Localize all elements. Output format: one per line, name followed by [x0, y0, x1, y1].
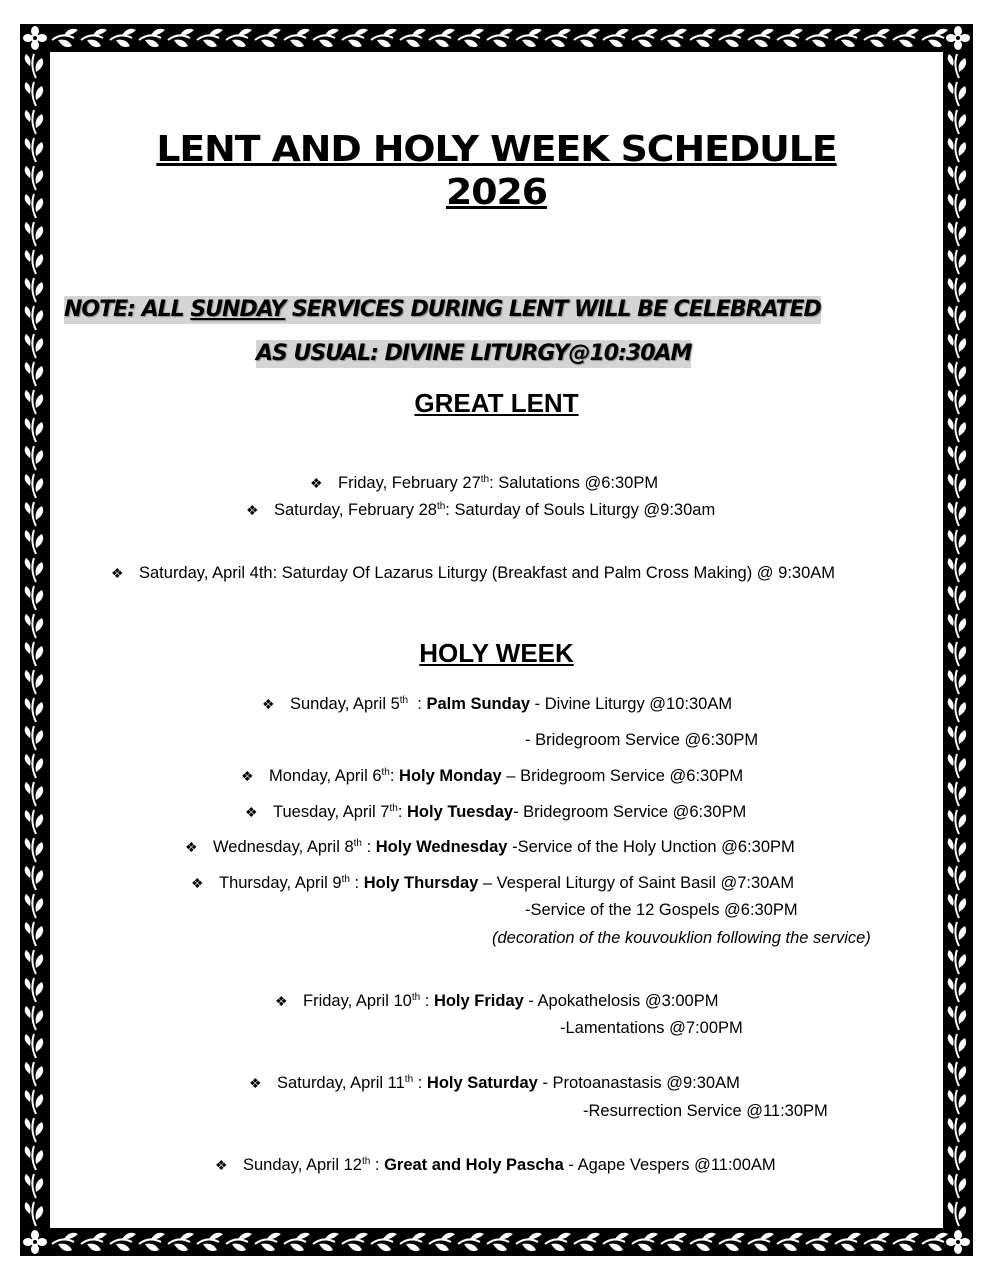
- vine-leaf-icon: [948, 670, 966, 694]
- vine-leaf-icon: [948, 866, 966, 890]
- item-date: Thursday, April 9: [219, 874, 342, 892]
- item-sep: :: [413, 1074, 427, 1092]
- vine-leaf-icon: [110, 29, 136, 47]
- vine-leaf-icon: [719, 1233, 745, 1251]
- list-item-continuation: -Resurrection Service @11:30PM: [583, 1102, 828, 1120]
- item-sep: :: [361, 838, 376, 856]
- item-sep: :: [420, 992, 434, 1010]
- document-page: [50, 52, 943, 1228]
- vine-leaf-icon: [25, 866, 43, 890]
- bullet-icon: ❖: [111, 565, 124, 581]
- vine-leaf-icon: [400, 1233, 426, 1251]
- vine-leaf-icon: [371, 29, 397, 47]
- vine-leaf-icon: [574, 1233, 600, 1251]
- vine-leaf-icon: [948, 894, 966, 918]
- ordinal-suffix: th: [353, 838, 362, 849]
- vine-leaf-icon: [25, 978, 43, 1002]
- vine-leaf-icon: [948, 334, 966, 358]
- page-title-year: 2026: [445, 172, 547, 213]
- item-text: -Service of the Holy Unction @6:30PM: [507, 838, 795, 856]
- vine-leaf-icon: [948, 1006, 966, 1030]
- bullet-icon: ❖: [191, 875, 204, 891]
- vine-leaf-icon: [25, 1062, 43, 1086]
- vine-leaf-icon: [948, 586, 966, 610]
- bullet-icon: ❖: [241, 768, 254, 784]
- vine-leaf-icon: [948, 390, 966, 414]
- vine-leaf-icon: [52, 1233, 78, 1251]
- vine-leaf-icon: [25, 782, 43, 806]
- vine-leaf-icon: [25, 950, 43, 974]
- vine-leaf-icon: [948, 502, 966, 526]
- ordinal-suffix: th: [436, 501, 446, 512]
- vine-leaf-icon: [284, 29, 310, 47]
- vine-leaf-icon: [25, 810, 43, 834]
- vine-leaf-icon: [25, 474, 43, 498]
- flower-icon: [20, 1228, 50, 1256]
- bullet-icon: ❖: [310, 475, 323, 491]
- vine-leaf-icon: [25, 502, 43, 526]
- list-item: [246, 500, 715, 520]
- list-item: [215, 1155, 776, 1175]
- ordinal-suffix: th: [404, 1074, 414, 1085]
- vine-border-bottom: [20, 1228, 973, 1256]
- vine-leaf-icon: [948, 82, 966, 106]
- vine-leaf-icon: [748, 29, 774, 47]
- vine-leaf-icon: [197, 29, 223, 47]
- vine-leaf-icon: [948, 810, 966, 834]
- vine-leaf-icon: [25, 642, 43, 666]
- vine-leaf-icon: [719, 29, 745, 47]
- ordinal-suffix: th: [480, 474, 490, 485]
- vine-leaf-icon: [25, 278, 43, 302]
- vine-leaf-icon: [371, 1233, 397, 1251]
- vine-leaf-icon: [948, 446, 966, 470]
- vine-leaf-icon: [25, 1006, 43, 1030]
- ordinal-suffix: th: [341, 874, 350, 885]
- vine-leaf-icon: [429, 29, 455, 47]
- vine-leaf-icon: [25, 754, 43, 778]
- vine-border-right: [943, 52, 973, 1228]
- list-item: [249, 1073, 740, 1093]
- note-prefix: NOTE: ALL: [64, 297, 191, 322]
- vine-leaf-icon: [25, 1090, 43, 1114]
- item-text: - Protoanastasis @9:30AM: [537, 1074, 740, 1092]
- item-text: - Agape Vespers @11:00AM: [563, 1156, 776, 1174]
- vine-leaf-icon: [25, 838, 43, 862]
- flower-icon: [943, 24, 973, 52]
- vine-border-left: [20, 52, 50, 1228]
- item-sep: :: [370, 1156, 385, 1174]
- vine-leaf-icon: [893, 29, 919, 47]
- ordinal-suffix: th: [389, 803, 398, 814]
- vine-leaf-icon: [545, 29, 571, 47]
- list-item-continuation: -Service of the 12 Gospels @6:30PM: [525, 901, 798, 919]
- list-item: [111, 563, 835, 583]
- item-text: - Divine Liturgy @10:30AM: [530, 695, 733, 713]
- list-item: [262, 694, 732, 714]
- bullet-icon: ❖: [246, 502, 259, 518]
- vine-leaf-icon: [777, 29, 803, 47]
- vine-leaf-icon: [948, 922, 966, 946]
- vine-leaf-icon: [948, 726, 966, 750]
- vine-leaf-icon: [948, 418, 966, 442]
- vine-leaf-icon: [342, 1233, 368, 1251]
- ordinal-suffix: th: [381, 767, 390, 778]
- vine-leaf-icon: [226, 29, 252, 47]
- vine-leaf-icon: [948, 306, 966, 330]
- list-item-continuation: -Lamentations @7:00PM: [560, 1019, 743, 1037]
- vine-leaf-icon: [806, 1233, 832, 1251]
- vine-leaf-icon: [661, 29, 687, 47]
- vine-leaf-icon: [25, 894, 43, 918]
- item-text: – Vesperal Liturgy of Saint Basil @7:30AM: [478, 874, 795, 892]
- list-item: [241, 766, 743, 786]
- vine-leaf-icon: [545, 1233, 571, 1251]
- vine-leaf-icon: [603, 29, 629, 47]
- item-feast: Holy Wednesday: [375, 838, 508, 856]
- vine-leaf-icon: [25, 670, 43, 694]
- item-sep: :: [389, 767, 400, 785]
- vine-leaf-icon: [25, 306, 43, 330]
- vine-leaf-icon: [948, 558, 966, 582]
- vine-leaf-icon: [25, 54, 43, 78]
- vine-leaf-icon: [948, 1034, 966, 1058]
- vine-leaf-icon: [948, 1146, 966, 1170]
- bullet-icon: ❖: [185, 839, 198, 855]
- vine-leaf-icon: [25, 418, 43, 442]
- vine-leaf-icon: [948, 222, 966, 246]
- vine-leaf-icon: [429, 1233, 455, 1251]
- note-banner-line2: AS USUAL: DIVINE LITURGY@10:30AM: [256, 341, 692, 366]
- vine-leaf-icon: [835, 29, 861, 47]
- item-text: - Apokathelosis @3:00PM: [523, 992, 719, 1010]
- vine-leaf-icon: [948, 642, 966, 666]
- item-date: Wednesday, April 8: [213, 838, 354, 856]
- vine-leaf-icon: [948, 362, 966, 386]
- vine-leaf-icon: [487, 29, 513, 47]
- vine-leaf-icon: [948, 474, 966, 498]
- item-sep: :: [349, 874, 364, 892]
- holy-week-heading: HOLY WEEK: [419, 638, 574, 668]
- page-title: LENT AND HOLY WEEK SCHEDULE: [156, 129, 837, 170]
- flower-icon: [943, 1228, 973, 1256]
- vine-leaf-icon: [948, 1118, 966, 1142]
- list-item-continuation: - Bridegroom Service @6:30PM: [525, 731, 759, 749]
- vine-leaf-icon: [632, 29, 658, 47]
- item-date: Friday, February 27: [338, 474, 481, 492]
- item-text: : Salutations @6:30PM: [489, 474, 659, 492]
- vine-leaf-icon: [25, 726, 43, 750]
- item-feast: Holy Monday: [399, 767, 502, 785]
- vine-leaf-icon: [255, 29, 281, 47]
- vine-leaf-icon: [25, 1118, 43, 1142]
- vine-leaf-icon: [284, 1233, 310, 1251]
- item-feast: Holy Thursday: [363, 874, 479, 892]
- vine-leaf-icon: [948, 614, 966, 638]
- flower-icon: [20, 24, 50, 52]
- vine-leaf-icon: [893, 1233, 919, 1251]
- vine-leaf-icon: [25, 614, 43, 638]
- vine-leaf-icon: [458, 29, 484, 47]
- item-date: Monday, April 6: [269, 767, 382, 785]
- vine-leaf-icon: [806, 29, 832, 47]
- vine-leaf-icon: [458, 1233, 484, 1251]
- list-item: [191, 873, 794, 893]
- vine-leaf-icon: [948, 754, 966, 778]
- item-text: – Bridegroom Service @6:30PM: [501, 767, 744, 785]
- vine-leaf-icon: [25, 390, 43, 414]
- item-text: : Saturday Of Lazarus Liturgy (Breakfast and Palm Cross Making) @ 9:30AM: [272, 564, 836, 582]
- note-emphasis: SUNDAY: [190, 297, 286, 322]
- list-item-note: (decoration of the kouvouklion following the service): [492, 929, 871, 947]
- note-suffix: SERVICES DURING LENT WILL BE CELEBRATED: [285, 297, 821, 322]
- item-feast: Holy Tuesday: [407, 803, 514, 821]
- vine-leaf-icon: [948, 782, 966, 806]
- vine-leaf-icon: [313, 29, 339, 47]
- vine-leaf-icon: [690, 1233, 716, 1251]
- vine-leaf-icon: [110, 1233, 136, 1251]
- vine-leaf-icon: [25, 1174, 43, 1198]
- vine-leaf-icon: [25, 558, 43, 582]
- bullet-icon: ❖: [275, 993, 288, 1009]
- vine-leaf-icon: [197, 1233, 223, 1251]
- vine-leaf-icon: [25, 1146, 43, 1170]
- vine-leaf-icon: [25, 334, 43, 358]
- vine-leaf-icon: [948, 278, 966, 302]
- list-item: [310, 473, 658, 493]
- ordinal-suffix: th: [399, 695, 409, 706]
- bullet-icon: ❖: [215, 1157, 228, 1173]
- vine-leaf-icon: [835, 1233, 861, 1251]
- vine-leaf-icon: [864, 29, 890, 47]
- item-text: - Bridegroom Service @6:30PM: [513, 803, 747, 821]
- vine-leaf-icon: [487, 1233, 513, 1251]
- item-date: Sunday, April 5: [290, 695, 400, 713]
- vine-leaf-icon: [948, 698, 966, 722]
- vine-leaf-icon: [948, 1090, 966, 1114]
- item-date: Friday, April 10: [303, 992, 412, 1010]
- vine-leaf-icon: [400, 29, 426, 47]
- bullet-icon: ❖: [245, 804, 258, 820]
- vine-leaf-icon: [574, 29, 600, 47]
- vine-leaf-icon: [25, 222, 43, 246]
- vine-leaf-icon: [948, 978, 966, 1002]
- vine-leaf-icon: [661, 1233, 687, 1251]
- vine-leaf-icon: [139, 1233, 165, 1251]
- vine-leaf-icon: [25, 586, 43, 610]
- vine-leaf-icon: [81, 29, 107, 47]
- item-sep: :: [397, 803, 407, 821]
- vine-leaf-icon: [948, 1174, 966, 1198]
- vine-leaf-icon: [948, 838, 966, 862]
- vine-leaf-icon: [168, 29, 194, 47]
- ordinal-suffix: th: [411, 992, 421, 1003]
- item-sep: :: [408, 695, 427, 713]
- list-item: [275, 991, 718, 1011]
- vine-leaf-icon: [948, 950, 966, 974]
- item-feast: Holy Friday: [433, 992, 524, 1010]
- vine-border-top: [20, 24, 973, 52]
- vine-leaf-icon: [313, 1233, 339, 1251]
- vine-leaf-icon: [948, 250, 966, 274]
- item-date: Saturday, April 11: [277, 1074, 405, 1092]
- vine-leaf-icon: [948, 54, 966, 78]
- vine-leaf-icon: [632, 1233, 658, 1251]
- note-banner-line1: [64, 296, 821, 324]
- ordinal-suffix: th: [361, 1156, 371, 1167]
- list-item: [185, 837, 795, 857]
- vine-leaf-icon: [748, 1233, 774, 1251]
- item-date: Tuesday, April 7: [273, 803, 390, 821]
- item-feast: Palm Sunday: [426, 695, 531, 713]
- vine-leaf-icon: [516, 1233, 542, 1251]
- vine-leaf-icon: [690, 29, 716, 47]
- item-date: Sunday, April 12: [243, 1156, 362, 1174]
- vine-leaf-icon: [948, 1202, 966, 1226]
- vine-leaf-icon: [603, 1233, 629, 1251]
- vine-leaf-icon: [948, 1062, 966, 1086]
- vine-leaf-icon: [52, 29, 78, 47]
- item-text: : Saturday of Souls Liturgy @9:30am: [445, 501, 716, 519]
- vine-leaf-icon: [25, 250, 43, 274]
- vine-leaf-icon: [25, 82, 43, 106]
- vine-leaf-icon: [25, 922, 43, 946]
- vine-leaf-icon: [25, 362, 43, 386]
- vine-leaf-icon: [139, 29, 165, 47]
- bullet-icon: ❖: [262, 696, 275, 712]
- vine-leaf-icon: [25, 1034, 43, 1058]
- vine-leaf-icon: [864, 1233, 890, 1251]
- bullet-icon: ❖: [249, 1075, 262, 1091]
- vine-leaf-icon: [226, 1233, 252, 1251]
- vine-leaf-icon: [516, 29, 542, 47]
- vine-leaf-icon: [25, 1202, 43, 1226]
- item-feast: Great and Holy Pascha: [384, 1156, 564, 1174]
- vine-leaf-icon: [81, 1233, 107, 1251]
- vine-leaf-icon: [25, 446, 43, 470]
- item-date: Saturday, February 28: [274, 501, 437, 519]
- vine-leaf-icon: [948, 530, 966, 554]
- vine-leaf-icon: [777, 1233, 803, 1251]
- vine-leaf-icon: [255, 1233, 281, 1251]
- list-item: [245, 802, 746, 822]
- vine-leaf-icon: [25, 698, 43, 722]
- vine-leaf-icon: [342, 29, 368, 47]
- great-lent-heading: GREAT LENT: [414, 388, 579, 418]
- item-feast: Holy Saturday: [426, 1074, 538, 1092]
- vine-leaf-icon: [168, 1233, 194, 1251]
- vine-leaf-icon: [25, 530, 43, 554]
- item-date: Saturday, April 4th: [139, 564, 273, 582]
